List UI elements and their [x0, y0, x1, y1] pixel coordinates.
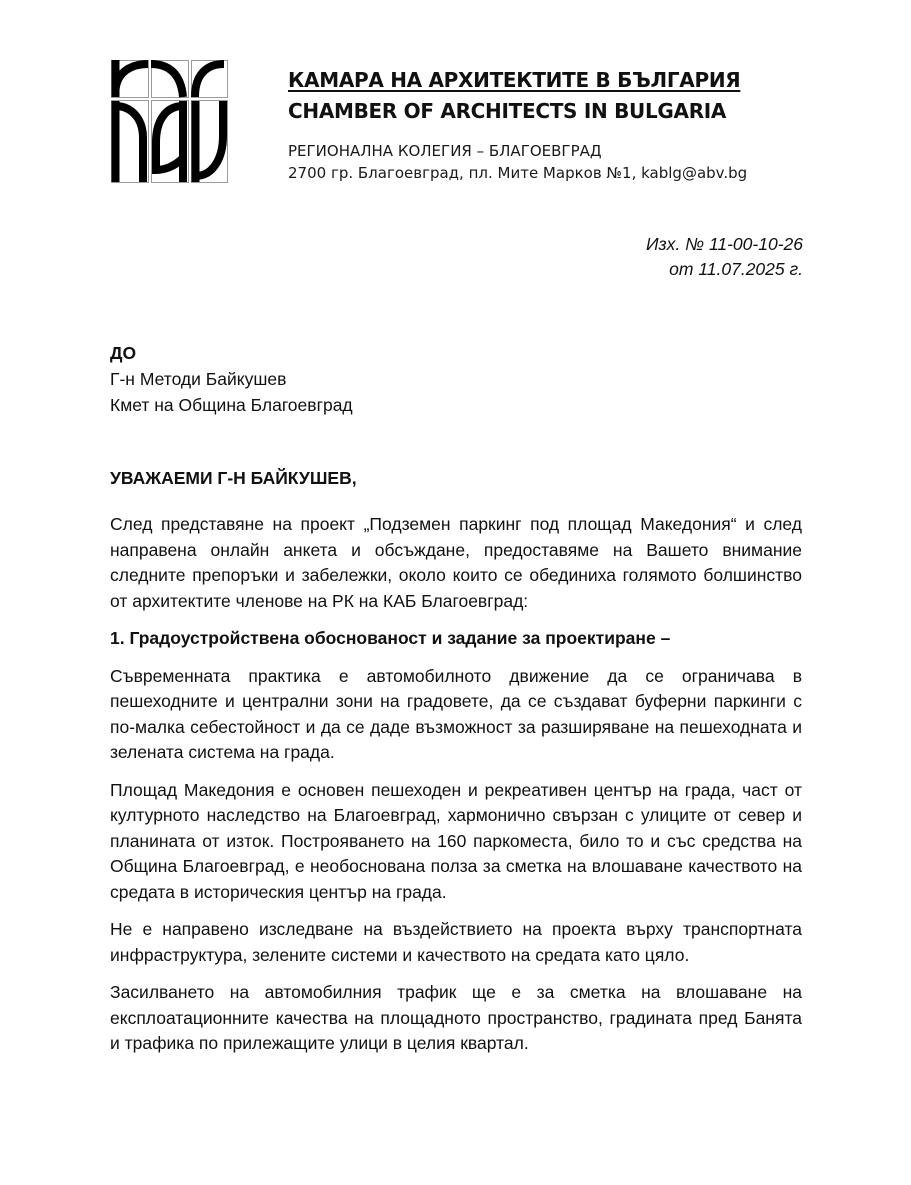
body-paragraph: Площад Македония е основен пешеходен и рекреативен център на града, част от културното наследство на Благоевград, хармонично свързан с улиците от север и планината от изток. Построяването на 160 паркоместа, било то и със средства на Община Благоевград, е необоснована полза за сметка на влошаване качеството на средата в историческия център на града. [110, 779, 802, 902]
body-paragraph: Не е направено изследване на въздействието на проекта върху транспортната инфраструктура, зелените системи и качеството на средата като цяло. [110, 919, 802, 965]
section-heading: 1. Градоустройствена обоснованост и задание за проектиране – [110, 628, 671, 648]
org-name-english: CHAMBER OF ARCHITECTS IN BULGARIA [288, 99, 727, 123]
reference-number: Изх. № 11-00-10-26 [646, 234, 803, 254]
body-paragraph: Засилването на автомобилния трафик ще е за сметка на влошаване на експлоатационните качества на площадното пространство, градината пред Банята и трафика по прилежащите улици в целия квартал. [110, 982, 802, 1053]
reference-date: от 11.07.2025 г. [669, 259, 803, 279]
org-address: 2700 гр. Благоевград, пл. Мите Марков №1, kablg@abv.bg [288, 164, 748, 182]
recipient-label: ДО [110, 343, 137, 363]
salutation: УВАЖАЕМИ Г-Н БАЙКУШЕВ, [110, 468, 357, 488]
regional-board: РЕГИОНАЛНА КОЛЕГИЯ – БЛАГОЕВГРАД [288, 142, 602, 160]
intro-paragraph: След представяне на проект „Подземен паркинг под площад Македония“ и след направена онлайн анкета и обсъждане, предоставяме на Вашето внимание следните препоръки и забележки, около които се обединиха голямото болшинство от архитектите членове на РК на КАБ Благоевград: [110, 514, 802, 611]
recipient-block [110, 340, 353, 418]
document-reference [646, 232, 803, 282]
letter-body [110, 512, 802, 1069]
letterhead [288, 66, 747, 184]
recipient-name: Г-н Методи Байкушев [110, 369, 287, 389]
recipient-title: Кмет на Община Благоевград [110, 395, 353, 415]
chamber-logo [109, 58, 230, 186]
body-paragraph: Съвременната практика е автомобилното движение да се ограничава в пешеходните и централни зони на градовете, да се създават буферни паркинги с по-малка себестойност и да се даде възможност за разширяване на пешеходната и зелената система на града. [110, 665, 802, 762]
org-name-bulgarian: КАМАРА НА АРХИТЕКТИТЕ В БЪЛГАРИЯ [288, 68, 741, 92]
kab-logo-icon [109, 58, 230, 186]
